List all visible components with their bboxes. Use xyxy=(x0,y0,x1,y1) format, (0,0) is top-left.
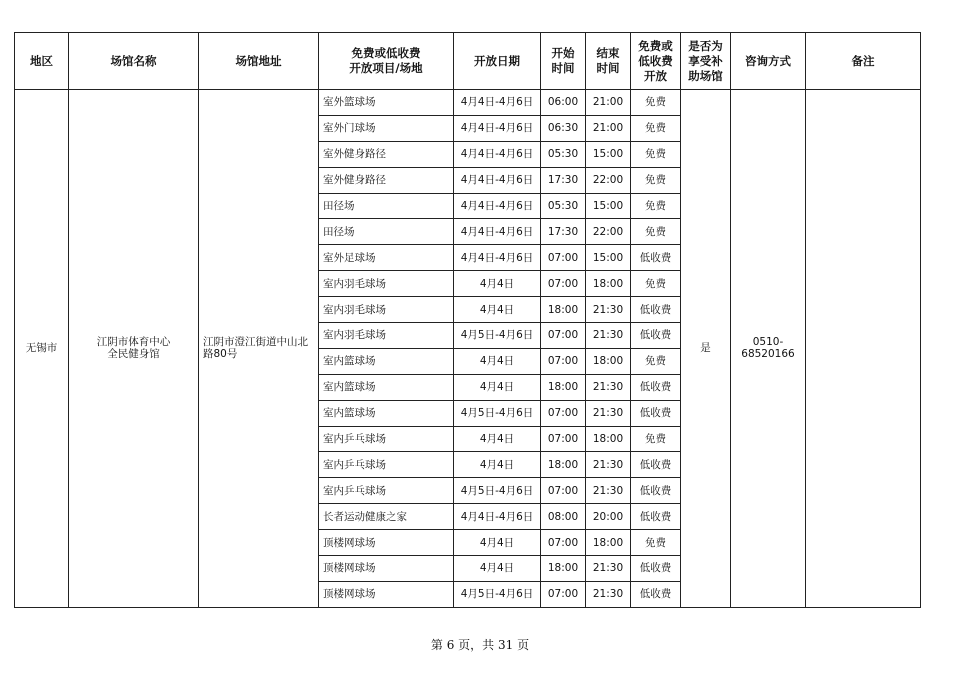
cell-end: 21:30 xyxy=(586,581,631,607)
cell-date: 4月4日-4月6日 xyxy=(454,193,541,219)
cell-start: 08:00 xyxy=(541,504,586,530)
cell-start: 07:00 xyxy=(541,400,586,426)
cell-remarks xyxy=(806,90,921,608)
cell-date: 4月5日-4月6日 xyxy=(454,323,541,349)
cell-date: 4月4日-4月6日 xyxy=(454,245,541,271)
cell-item: 室内羽毛球场 xyxy=(319,323,454,349)
cell-end: 15:00 xyxy=(586,193,631,219)
cell-start: 07:00 xyxy=(541,245,586,271)
cell-item: 田径场 xyxy=(319,219,454,245)
page-current: 6 xyxy=(446,638,455,652)
cell-end: 22:00 xyxy=(586,167,631,193)
cell-date: 4月4日 xyxy=(454,426,541,452)
cell-item: 室内乒乓球场 xyxy=(319,478,454,504)
cell-fee: 低收费 xyxy=(631,452,681,478)
page-total: 31 xyxy=(498,638,514,652)
cell-fee: 低收费 xyxy=(631,245,681,271)
cell-start: 18:00 xyxy=(541,297,586,323)
cell-start: 06:30 xyxy=(541,115,586,141)
cell-fee: 低收费 xyxy=(631,478,681,504)
cell-end: 18:00 xyxy=(586,348,631,374)
cell-end: 18:00 xyxy=(586,426,631,452)
cell-start: 07:00 xyxy=(541,323,586,349)
cell-end: 20:00 xyxy=(586,504,631,530)
header-subsidy: 是否为 享受补 助场馆 xyxy=(681,33,731,90)
cell-fee: 免费 xyxy=(631,271,681,297)
cell-start: 18:00 xyxy=(541,374,586,400)
cell-fee: 免费 xyxy=(631,219,681,245)
cell-start: 07:00 xyxy=(541,581,586,607)
cell-date: 4月4日 xyxy=(454,452,541,478)
cell-date: 4月4日 xyxy=(454,297,541,323)
cell-date: 4月4日 xyxy=(454,374,541,400)
cell-end: 22:00 xyxy=(586,219,631,245)
cell-start: 17:30 xyxy=(541,219,586,245)
cell-start: 07:00 xyxy=(541,426,586,452)
cell-fee: 免费 xyxy=(631,348,681,374)
header-contact: 咨询方式 xyxy=(731,33,806,90)
cell-date: 4月5日-4月6日 xyxy=(454,581,541,607)
header-venue-address: 场馆地址 xyxy=(199,33,319,90)
cell-end: 21:30 xyxy=(586,556,631,582)
cell-end: 15:00 xyxy=(586,141,631,167)
cell-fee: 免费 xyxy=(631,426,681,452)
cell-item: 室外足球场 xyxy=(319,245,454,271)
table-row xyxy=(15,90,921,116)
page-suffix: 页 xyxy=(517,638,530,652)
cell-item: 顶楼网球场 xyxy=(319,581,454,607)
header-date: 开放日期 xyxy=(454,33,541,90)
header-venue-name: 场馆名称 xyxy=(69,33,199,90)
cell-fee: 免费 xyxy=(631,167,681,193)
cell-date: 4月4日-4月6日 xyxy=(454,167,541,193)
cell-start: 06:00 xyxy=(541,90,586,116)
cell-fee: 免费 xyxy=(631,193,681,219)
header-region: 地区 xyxy=(15,33,69,90)
cell-start: 05:30 xyxy=(541,193,586,219)
cell-fee: 低收费 xyxy=(631,556,681,582)
cell-end: 21:30 xyxy=(586,374,631,400)
cell-end: 21:30 xyxy=(586,400,631,426)
cell-item: 室内乒乓球场 xyxy=(319,426,454,452)
cell-date: 4月4日 xyxy=(454,530,541,556)
page-footer xyxy=(0,636,960,653)
cell-fee: 低收费 xyxy=(631,297,681,323)
cell-item: 室内篮球场 xyxy=(319,374,454,400)
cell-fee: 免费 xyxy=(631,530,681,556)
cell-start: 18:00 xyxy=(541,556,586,582)
cell-date: 4月4日-4月6日 xyxy=(454,219,541,245)
cell-start: 07:00 xyxy=(541,271,586,297)
cell-item: 田径场 xyxy=(319,193,454,219)
cell-date: 4月4日-4月6日 xyxy=(454,504,541,530)
table-header-row xyxy=(15,33,921,90)
cell-item: 室外健身路径 xyxy=(319,141,454,167)
cell-end: 21:30 xyxy=(586,323,631,349)
cell-end: 21:30 xyxy=(586,452,631,478)
cell-fee: 免费 xyxy=(631,141,681,167)
cell-date: 4月4日 xyxy=(454,348,541,374)
cell-end: 21:30 xyxy=(586,297,631,323)
cell-item: 顶楼网球场 xyxy=(319,530,454,556)
cell-fee: 低收费 xyxy=(631,400,681,426)
header-fee: 免费或 低收费 开放 xyxy=(631,33,681,90)
cell-date: 4月5日-4月6日 xyxy=(454,400,541,426)
venue-schedule-table xyxy=(14,32,921,608)
cell-date: 4月5日-4月6日 xyxy=(454,478,541,504)
cell-end: 21:00 xyxy=(586,90,631,116)
cell-start: 18:00 xyxy=(541,452,586,478)
cell-start: 05:30 xyxy=(541,141,586,167)
page-prefix: 第 xyxy=(430,638,443,652)
cell-item: 室外健身路径 xyxy=(319,167,454,193)
cell-start: 07:00 xyxy=(541,348,586,374)
cell-region: 无锡市 xyxy=(15,90,69,608)
cell-subsidy: 是 xyxy=(681,90,731,608)
cell-fee: 免费 xyxy=(631,90,681,116)
cell-contact: 0510-68520166 xyxy=(731,90,806,608)
cell-item: 室内羽毛球场 xyxy=(319,271,454,297)
cell-venue-name: 江阴市体育中心 全民健身馆 xyxy=(69,90,199,608)
cell-fee: 免费 xyxy=(631,115,681,141)
cell-end: 21:30 xyxy=(586,478,631,504)
cell-end: 18:00 xyxy=(586,271,631,297)
cell-item: 长者运动健康之家 xyxy=(319,504,454,530)
header-item: 免费或低收费 开放项目/场地 xyxy=(319,33,454,90)
header-remarks: 备注 xyxy=(806,33,921,90)
cell-fee: 低收费 xyxy=(631,581,681,607)
cell-venue-address: 江阴市澄江街道中山北路80号 xyxy=(199,90,319,608)
cell-item: 室外篮球场 xyxy=(319,90,454,116)
cell-item: 室外门球场 xyxy=(319,115,454,141)
cell-date: 4月4日-4月6日 xyxy=(454,141,541,167)
header-end: 结束 时间 xyxy=(586,33,631,90)
cell-fee: 低收费 xyxy=(631,374,681,400)
cell-fee: 低收费 xyxy=(631,504,681,530)
table-body xyxy=(15,90,921,608)
header-start: 开始 时间 xyxy=(541,33,586,90)
cell-end: 21:00 xyxy=(586,115,631,141)
cell-item: 室内篮球场 xyxy=(319,400,454,426)
cell-date: 4月4日-4月6日 xyxy=(454,115,541,141)
cell-end: 18:00 xyxy=(586,530,631,556)
cell-start: 07:00 xyxy=(541,530,586,556)
cell-item: 室内羽毛球场 xyxy=(319,297,454,323)
cell-item: 顶楼网球场 xyxy=(319,556,454,582)
cell-start: 07:00 xyxy=(541,478,586,504)
cell-item: 室内篮球场 xyxy=(319,348,454,374)
page-mid: 页，共 xyxy=(458,638,495,652)
cell-item: 室内乒乓球场 xyxy=(319,452,454,478)
cell-date: 4月4日 xyxy=(454,556,541,582)
cell-fee: 低收费 xyxy=(631,323,681,349)
cell-end: 15:00 xyxy=(586,245,631,271)
cell-date: 4月4日-4月6日 xyxy=(454,90,541,116)
cell-date: 4月4日 xyxy=(454,271,541,297)
cell-start: 17:30 xyxy=(541,167,586,193)
